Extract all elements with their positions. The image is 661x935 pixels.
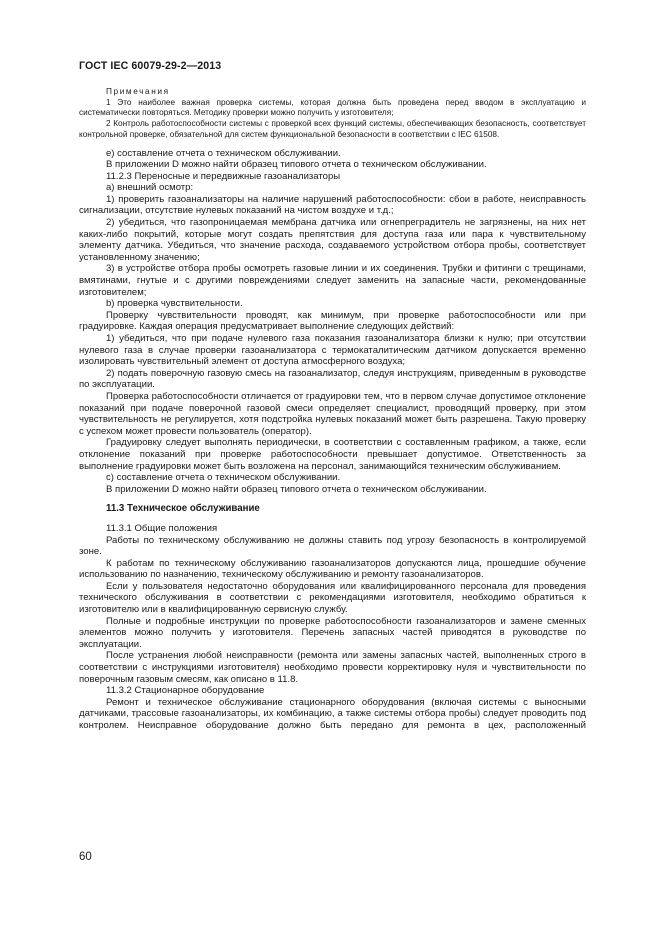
subsection-heading: 11.3.1 Общие положения (106, 522, 218, 534)
list-item: a) внешний осмотр: (106, 182, 194, 194)
paragraph: Работы по техническому обслуживанию не должны ставить под угрозу безопасность в контролируемой зоне. (79, 534, 586, 558)
list-item: 2) подать поверочную газовую смесь на газоанализатор, следуя инструкциям, приведенным в руководстве по эксплуатации. (79, 367, 586, 391)
paragraph: Если у пользователя недостаточно оборудования или квалифицированного персонала для проведения технического обслуживания в соответствии с рекомендациями изготовителя, необходимо обратиться к изготовителю или в квалифицированную сервисную службу. (79, 580, 586, 616)
list-item: 1) убедиться, что при подаче нулевого газа показания газоанализатора близки к нулю; при отсутствии нулевого газа в случае проверки газоанализатора с термокаталитическим датчиком допускается временно изолировать чувствительный элемент от доступа атмосферного воздуха; (79, 333, 586, 368)
paragraph: Проверка работоспособности отличается от градуировки тем, что в первом случае допустимое отклонение показаний при подаче поверочной газовой смеси определяет специалист, проводящий проверку, при этом чувствительность не регулируется, хотя подстройка нулевых показаний может быть разрешена. Такую проверку с успехом может провести пользователь (оператор). (79, 390, 586, 437)
subsection-heading: 11.2.3 Переносные и передвижные газоанализаторы (106, 170, 341, 182)
page-body (79, 87, 586, 732)
list-item: 1) проверить газоанализаторы на наличие нарушений работоспособности: сбои в работе, неисправность сигнализации, отсутствие нулевых показаний на чистом воздухе и т.д.; (79, 193, 586, 217)
list-item: c) составление отчета о техническом обслуживании. (106, 472, 341, 484)
note-item-2: 2 Контроль работоспособности системы с проверкой всех функций системы, обеспечивающих безопасность, соответствует контрольной проверке, обязательной для систем функциональной безопасности в соответствии с IEC 61508. (79, 119, 586, 139)
paragraph: Проверку чувствительности проводят, как минимум, при проверке работоспособности или при градуировке. Каждая операция предусматривает выполнение следующих действий: (79, 309, 586, 333)
paragraph: Ремонт и техническое обслуживание стационарного оборудования (включая системы с выносными датчиками, трассовые газоанализаторы, их комбинацию, а также системы отбора пробы) следует проводить под контролем. Неисправное оборудование должно быть передано для ремонта в цех, расположенный (79, 696, 586, 732)
paragraph: e) составление отчета о техническом обслуживании. (106, 147, 341, 159)
note-item-1: 1 Это наиболее важная проверка системы, которая должна быть проведена перед вводом в эксплуатацию и систематически повторяться. Методику проверки можно получить у изготовителя; (79, 97, 586, 118)
notes-title: Примечания (106, 87, 170, 96)
paragraph: К работам по техническому обслуживанию газоанализаторов допускаются лица, прошедшие обучение использованию по назначению, техническому обслуживанию и ремонту газоанализаторов. (79, 557, 586, 581)
list-item: 3) в устройстве отбора пробы осмотреть газовые линии и их соединения. Трубки и фитинги с трещинами, вмятинами, гнутые и с другими повреждениями следует заменить на запасные части, рекомендованные изготовителем; (79, 263, 586, 298)
section-heading: 11.3 Техническое обслуживание (106, 503, 260, 515)
paragraph: После устранения любой неисправности (ремонта или замены запасных частей, выполненных строго в соответствии с инструкциями изготовителя) необходимо провести корректировку нуля и чувствительности по поверочным газовым смесям, как описано в 11.8. (79, 650, 586, 685)
subsection-heading: 11.3.2 Стационарное оборудование (106, 685, 265, 697)
list-item: 2) убедиться, что газопроницаемая мембрана датчика или огнепреградитель не загрязнены, на них нет каких-либо покрытий, которые могут создать препятствия для доступа газа или пара к чувствительному элементу датчика. Убедиться, что значение расхода, создаваемого устройством отбора пробы, соответствует установленному значению; (79, 217, 586, 263)
page-number: 60 (79, 851, 92, 863)
list-item: b) проверка чувствительности. (106, 298, 243, 310)
paragraph: Полные и подробные инструкции по проверке работоспособности газоанализаторов и замене сменных элементов можно получить у изготовителя. Перечень запасных частей приводятся в руководстве по эксплуатации. (79, 615, 586, 650)
paragraph: В приложении D можно найти образец типового отчета о техническом обслуживании. (106, 159, 487, 171)
paragraph: В приложении D можно найти образец типового отчета о техническом обслуживании. (106, 483, 487, 495)
document-code-header: ГОСТ IEC 60079-29-2—2013 (79, 60, 222, 72)
paragraph: Градуировку следует выполнять периодически, в соответствии с составленным графиком, а также, если отклонение показаний при проверке работоспособности превышает допустимое. Ответственность за выполнение градуировки может быть возложена на персонал, занимающийся техническим обслуживанием. (79, 437, 586, 472)
